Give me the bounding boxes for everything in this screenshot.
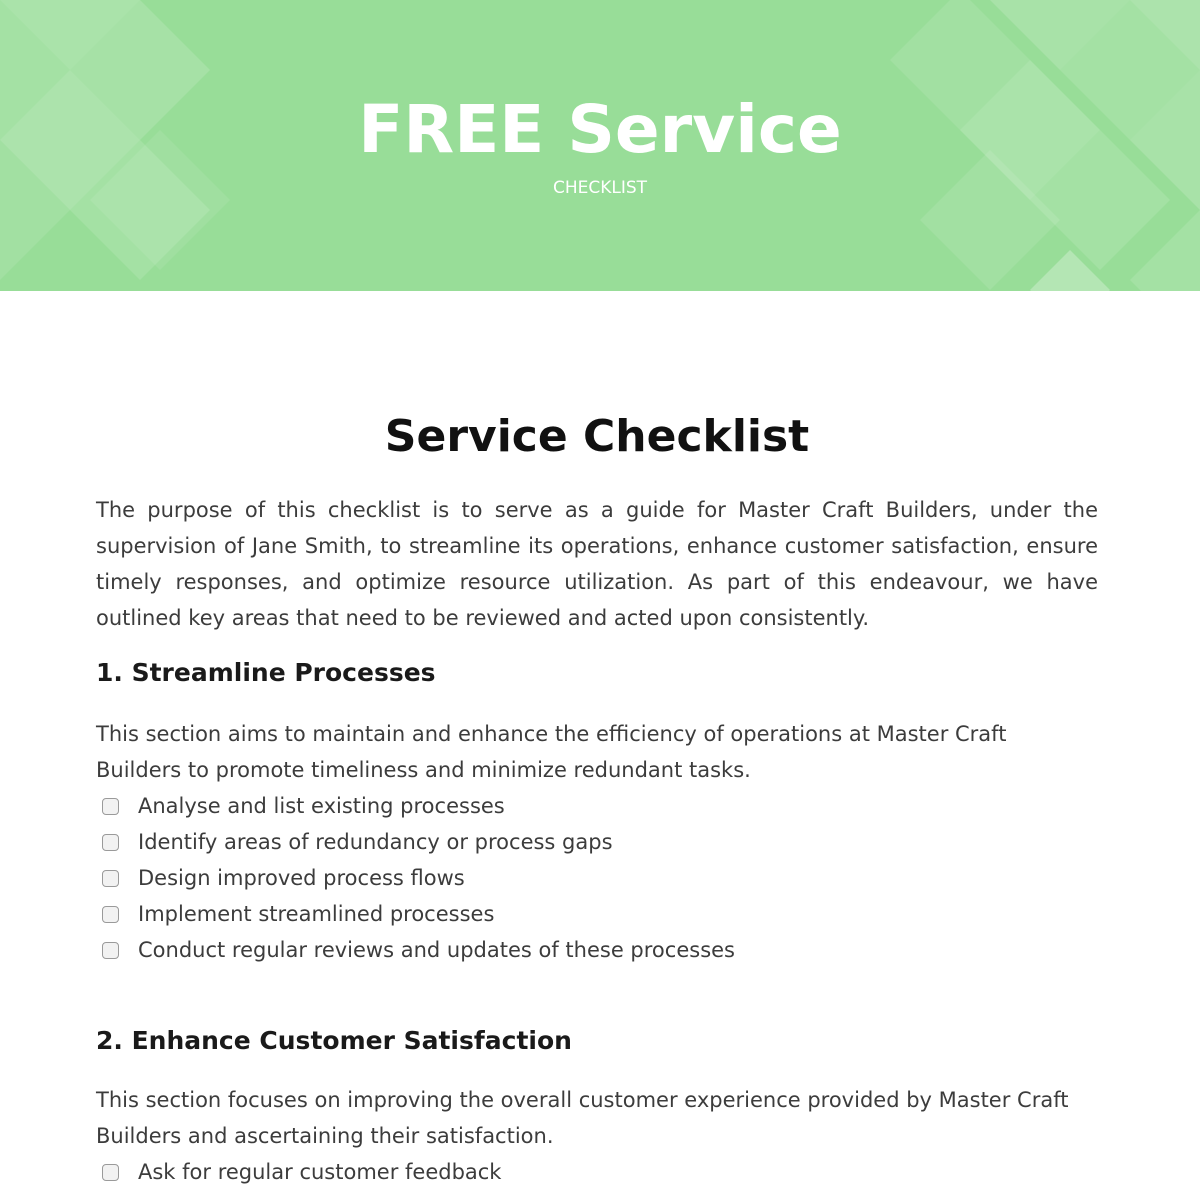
checkbox[interactable] — [102, 798, 119, 815]
banner-subtitle: CHECKLIST — [552, 178, 648, 198]
checkbox[interactable] — [102, 906, 119, 923]
checklist-item[interactable] — [96, 1154, 1098, 1190]
checklist-item[interactable] — [96, 824, 1098, 860]
checklist-item-label: Identify areas of redundancy or process gaps — [138, 830, 613, 854]
checklist-item-label: Design improved process flows — [138, 866, 465, 890]
checklist-enhance-customer-satisfaction — [96, 1154, 1098, 1190]
checklist-item-label: Ask for regular customer feedback — [138, 1160, 502, 1184]
checklist-item-label: Conduct regular reviews and updates of these processes — [138, 938, 735, 962]
section-heading-streamline-processes: 1. Streamline Processes — [96, 658, 436, 687]
header-banner — [0, 0, 1200, 291]
checklist-item[interactable] — [96, 860, 1098, 896]
section-heading-enhance-customer-satisfaction: 2. Enhance Customer Satisfaction — [96, 1026, 572, 1055]
checklist-item[interactable] — [96, 896, 1098, 932]
banner-title: FREE Service — [358, 91, 842, 168]
intro-paragraph: The purpose of this checklist is to serve as a guide for Master Craft Builders, under the supervision of Jane Smith, to streamline its operations, enhance customer satisfaction, ensure timely responses, and optimize resource utilization. As part of this endeavour, we have outlined key areas that need to be reviewed and acted upon consistently. — [96, 498, 1098, 630]
checklist-item[interactable] — [96, 932, 1098, 968]
document-title: Service Checklist — [384, 411, 810, 462]
checkbox[interactable] — [102, 1164, 119, 1181]
checklist-item[interactable] — [96, 788, 1098, 824]
checklist-item-label: Analyse and list existing processes — [138, 794, 505, 818]
checklist-item-label: Implement streamlined processes — [138, 902, 495, 926]
checkbox[interactable] — [102, 834, 119, 851]
checkbox[interactable] — [102, 870, 119, 887]
section-description-enhance-customer-satisfaction: This section focuses on improving the overall customer experience provided by Master Craft Builders and ascertaining their satisfaction. — [96, 1088, 1069, 1148]
checklist-streamline-processes — [96, 788, 1098, 968]
section-description-streamline-processes: This section aims to maintain and enhance the efficiency of operations at Master Craft Builders to promote timeliness and minimize redundant tasks. — [96, 722, 1007, 782]
checkbox[interactable] — [102, 942, 119, 959]
